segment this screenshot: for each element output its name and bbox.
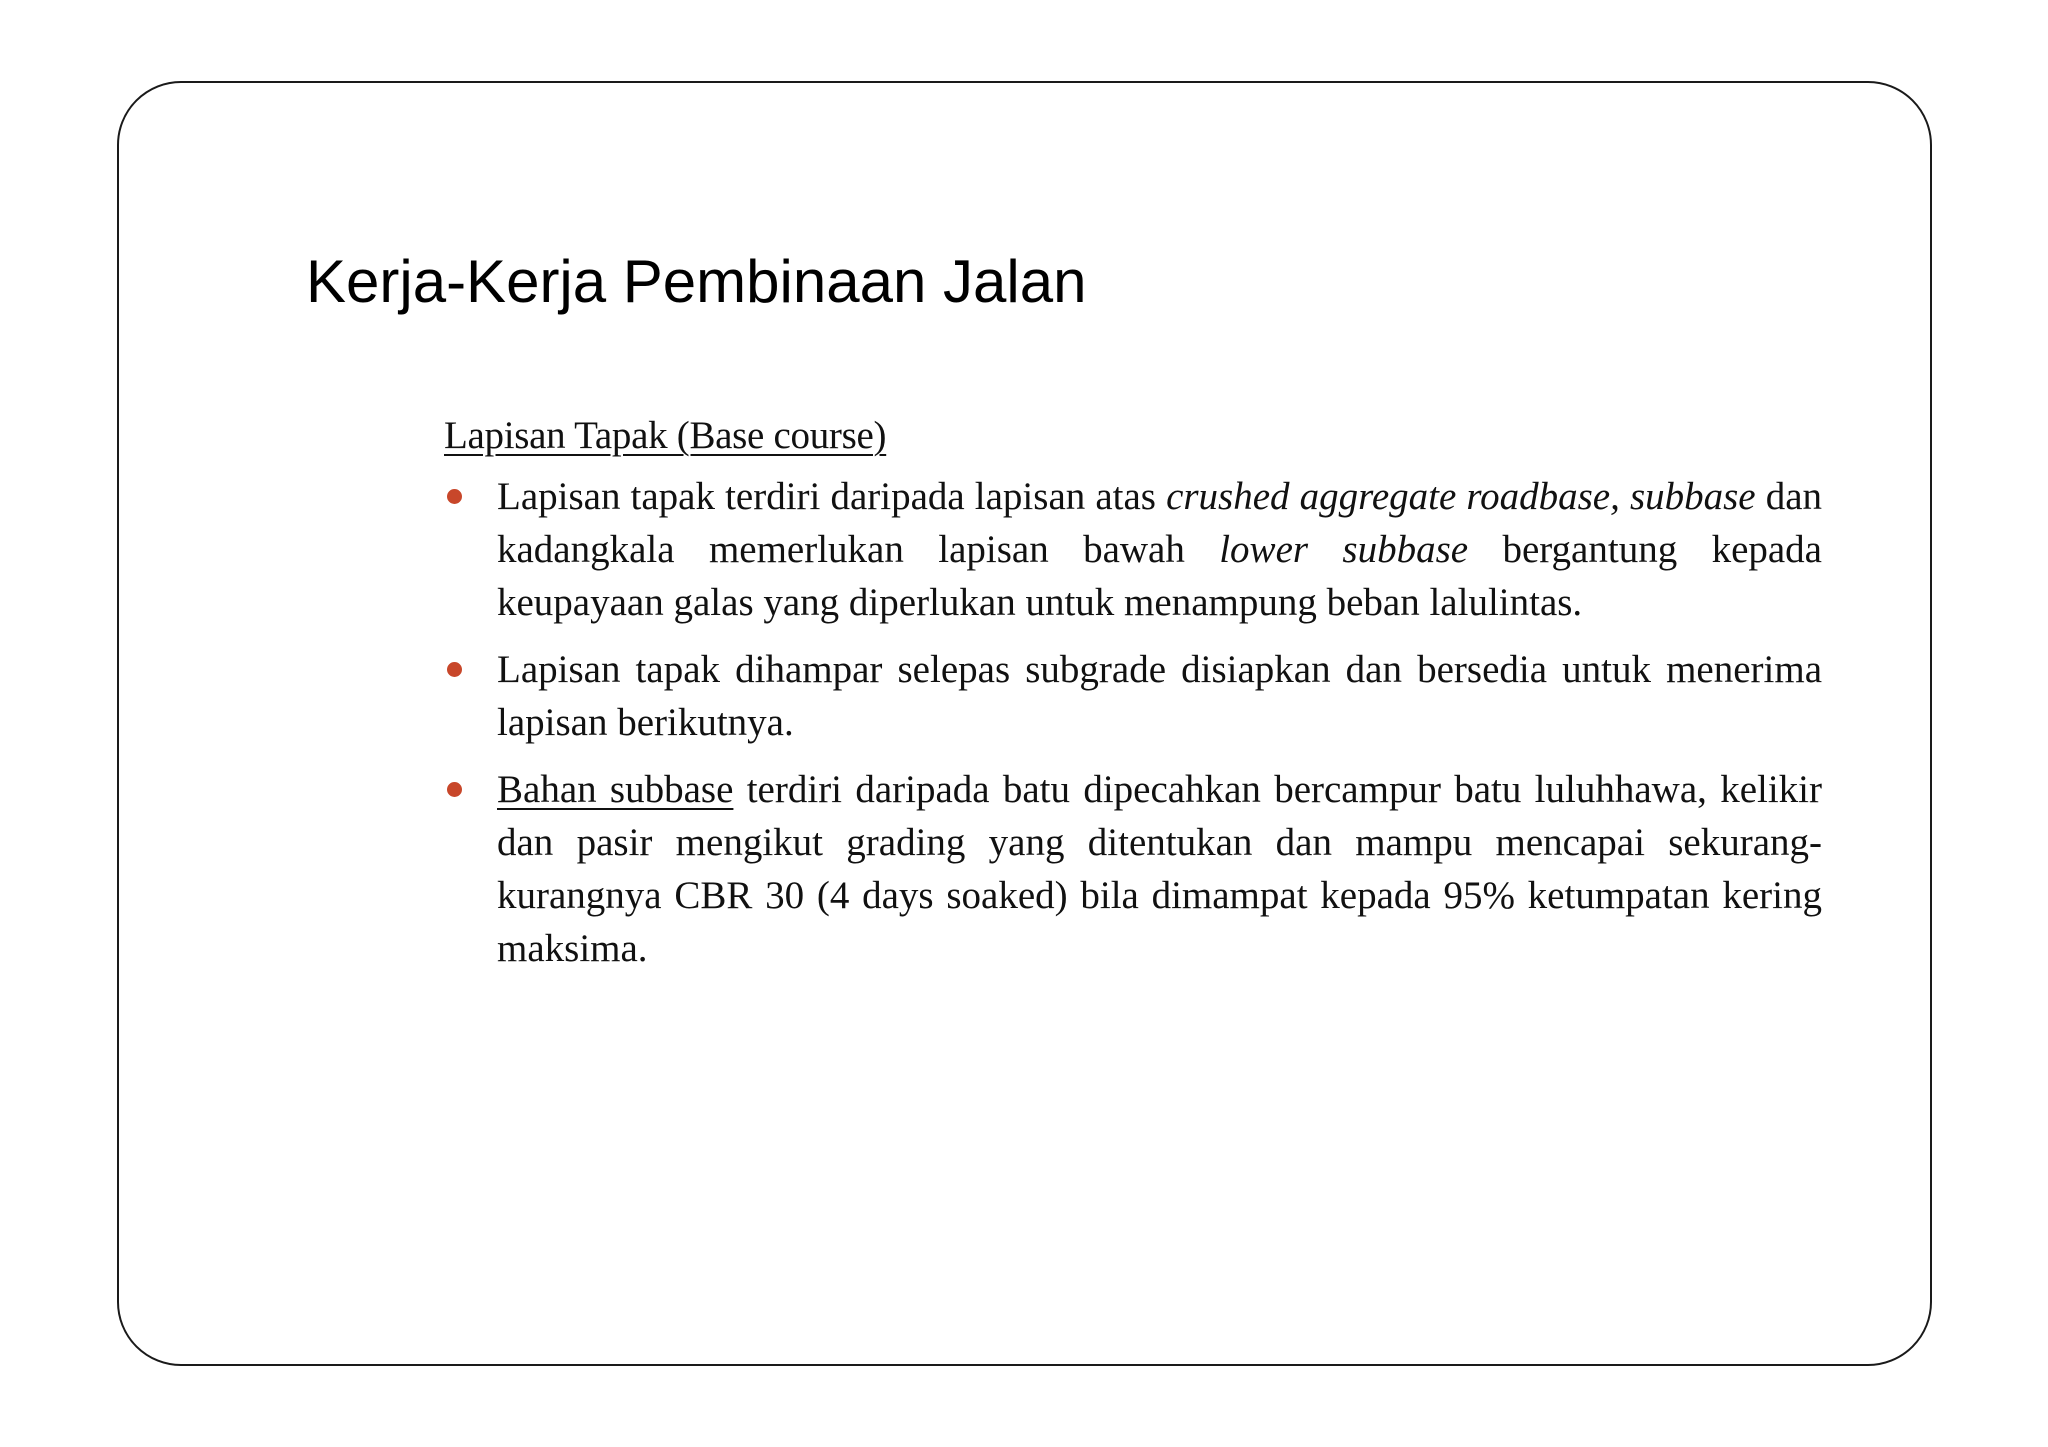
bullet-1-text-cont: dan kadangkala memerlukan lapisan bawah <box>497 475 1823 571</box>
bullet-3-text: terdiri daripada batu dipecahkan bercampur batu luluhhawa, kelikir dan pasir mengikut grading yang ditentukan dan mampu mencapai sekurang-kurangnya CBR 30 (4 days soaked) bila dimampat kepada 95% ketumpatan kering maksima. <box>497 768 1822 970</box>
bullet-item-1 <box>444 470 1822 629</box>
bullet-2-text: Lapisan tapak dihampar selepas subgrade disiapkan dan bersedia untuk menerima lapisan berikutnya. <box>497 648 1822 744</box>
bullet-1-text-end: bergantung kepada keupayaan galas yang diperlukan untuk menampung beban lalulintas. <box>497 528 1822 624</box>
bullet-item-3 <box>444 763 1822 975</box>
bullet-dot-icon <box>447 489 462 504</box>
slide-content <box>444 410 1822 989</box>
section-heading: Lapisan Tapak (Base course) <box>444 414 887 457</box>
bullet-list <box>444 470 1822 975</box>
bullet-item-2 <box>444 643 1822 749</box>
bullet-1-italic-term-2: lower subbase <box>1219 528 1469 571</box>
slide-title: Kerja-Kerja Pembinaan Jalan <box>306 248 1087 315</box>
bullet-dot-icon <box>447 662 462 677</box>
bullet-3-underlined-term: Bahan subbase <box>497 768 734 811</box>
bullet-dot-icon <box>447 782 462 797</box>
bullet-1-text: Lapisan tapak terdiri daripada lapisan atas <box>497 475 1167 518</box>
bullet-1-italic-term: crushed aggregate roadbase, subbase <box>1166 475 1756 518</box>
